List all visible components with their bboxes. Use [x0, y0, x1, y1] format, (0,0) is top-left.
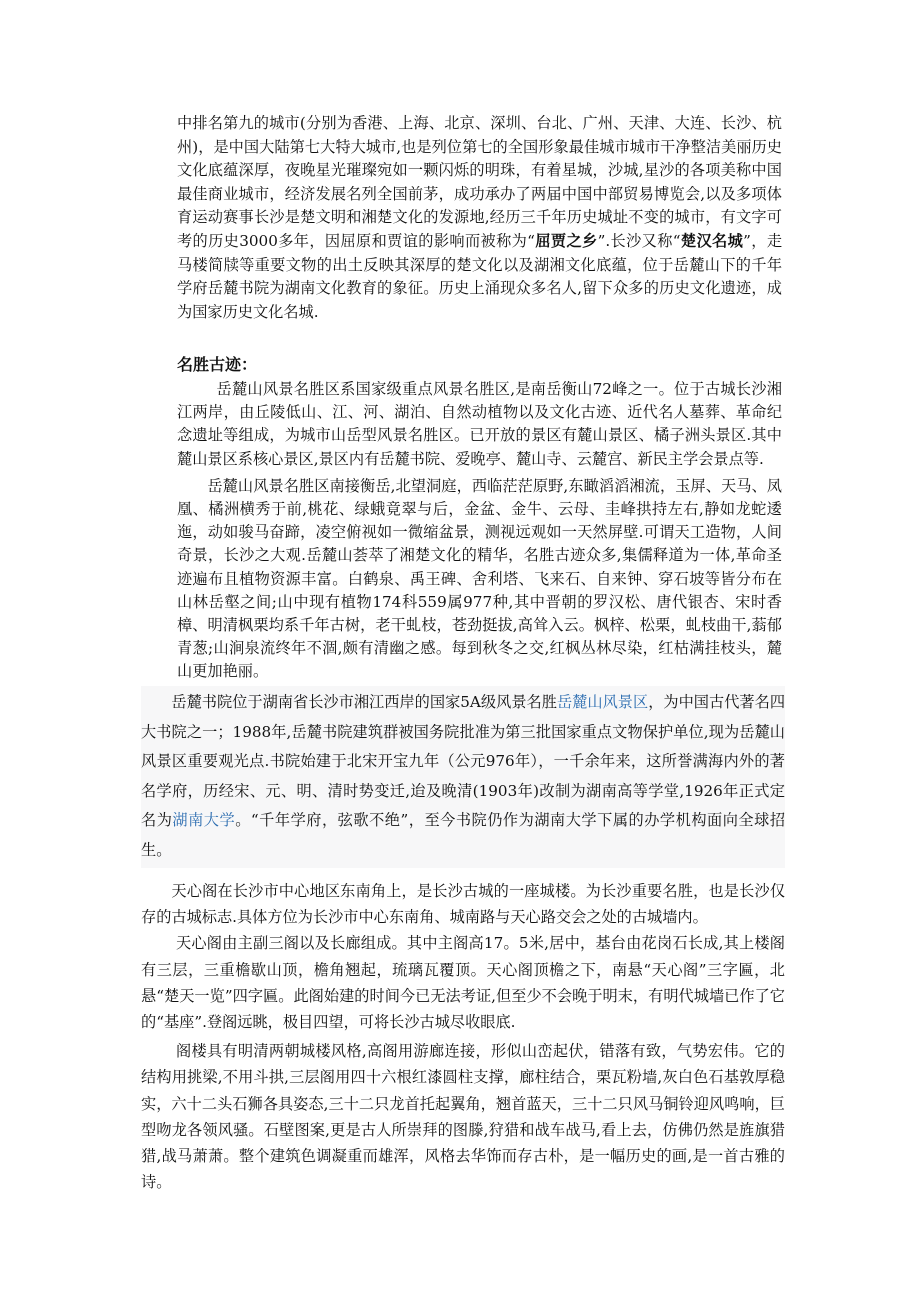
intro-text: ”.长沙又称“: [597, 231, 681, 250]
section-heading: 名胜古迹：: [177, 355, 258, 374]
bold-term-qujia: 屈贾之乡: [534, 231, 598, 250]
link-yuelu-scenic-area[interactable]: 岳麓山风景区: [556, 693, 649, 711]
intro-section: [177, 112, 782, 324]
academy-paragraph: [141, 688, 785, 866]
tianxin-section: [141, 878, 785, 1195]
yuelu-park-section: [177, 378, 782, 684]
yuelu-park-paragraph-1: 岳麓山风景名胜区系国家级重点风景名胜区,是南岳衡山72峰之一。位于古城长沙湘江两岸，由丘陵低山、江、河、湖泊、自然动植物以及文化古迹、近代名人墓葬、革命纪念遗址等组成，为城市山岳型风景名胜区。已开放的景区有麓山景区、橘子洲头景区.其中麓山景区系核心景区,景区内有岳麓书院、爱晚亭、麓山寺、云麓宫、新民主学会景点等.: [177, 380, 782, 468]
tianxin-paragraph-1: 天心阁在长沙市中心地区东南角上，是长沙古城的一座城楼。为长沙重要名胜，也是长沙仅存的古城标志.具体方位为长沙市中心东南角、城南路与天心路交会之处的古城墙内。: [141, 882, 785, 927]
academy-text: 。“千年学府，弦歌不绝”，至今书院仍作为湖南大学下属的办学机构面向全球招生。: [141, 811, 786, 859]
tianxin-paragraph-2: 天心阁由主副三阁以及长廊组成。其中主阁高17。5米,居中，基台由花岗石长成,其上楼阁有三层，三重檐歇山顶，檐角翘起，琉璃瓦覆顶。天心阁顶檐之下，南悬“天心阁”三字匾，北悬“楚天一览”四字匾。此阁始建的时间今已无法考证,但至少不会晚于明末，有明代城墙已作了它的“基座”.登阁远眺，极目四望，可将长沙古城尽收眼底.: [141, 934, 785, 1032]
bold-term-chuhan: 楚汉名城: [680, 231, 744, 250]
intro-paragraph: [177, 112, 782, 324]
academy-section: [141, 686, 785, 868]
yuelu-park-paragraph-2: 岳麓山风景名胜区南接衡岳,北望洞庭，西临茫茫原野,东瞰滔滔湘流，玉屏、天马、凤凰、橘洲横秀于前,桃花、绿蛾竟翠与后，金盆、金牛、云母、圭峰拱持左右,静如龙蛇逶迤，动如骏马奋蹄，凌空俯视如一微缩盆景，测视远观如一天然屏壁.可谓天工造物，人间奇景，长沙之大观.岳麓山荟萃了湘楚文化的精华，名胜古迹众多,集儒释道为一体,革命圣迹遍布且植物资源丰富。白鹤泉、禹王碑、舍利塔、飞来石、自来钟、穿石坡等皆分布在山林岳壑之间;山中现有植物174科559属977种,其中晋朝的罗汉松、唐代银杏、宋时香樟、明清枫栗均系千年古树，老干虬枝，苍劲挺拔,高耸入云。枫梓、松栗，虬枝曲干,蓊郁青葱;山涧泉流终年不涸,颇有清幽之感。每到秋冬之交,红枫丛林尽染，红枯满挂枝头，麓山更加艳丽。: [177, 476, 782, 681]
intro-text: ”，走马楼简牍等重要文物的出土反映其深厚的楚文化以及湖湘文化底蕴，位于岳麓山下的千年学府岳麓书院为湖南文化教育的象征。历史上涌现众多名人,留下众多的历史文化遗迹，成为国家历史文化名城.: [177, 231, 783, 321]
intro-text: 中排名第九的城市(分别为香港、上海、北京、深圳、台北、广州、天津、大连、长沙、杭州)，是中国大陆第七大特大城市,也是列位第七的全国形象最佳城市城市干净整洁美丽历史文化底蕴深厚，夜晚星光璀璨宛如一颗闪烁的明珠，有着星城，沙城,星沙的各项美称中国最佳商业城市，经济发展名列全国前茅，成功承办了两届中国中部贸易博览会,以及多项体育运动赛事长沙是楚文明和湘楚文化的发源地,经历三千年历史城址不变的城市，有文字可考的历史3000多年，因屈原和贾谊的影响而被称为“: [177, 114, 782, 250]
link-hunan-university[interactable]: 湖南大学: [172, 811, 236, 830]
academy-text: ，为中国古代著名四大书院之一；1988年,岳麓书院建筑群被国务院批准为第三批国家重点文物保护单位,现为岳麓山风景区重要观光点.书院始建于北宋开宝九年（公元976年），一千余年来，这所誉满海内外的著名学府，历经宋、元、明、清时势变迁,迨及晚清(1903年)改制为湖南高等学堂,1926年正式定名为: [141, 693, 786, 830]
tianxin-paragraph-3: 阁楼具有明清两朝城楼风格,高阁用游廊连接，形似山峦起伏，错落有致，气势宏伟。它的结构用挑梁,不用斗拱,三层阁用四十六根红漆圆柱支撑，廊柱结合，栗瓦粉墙,灰白色石基敦厚稳实，六十二头石狮各具姿态,三十二只龙首托起翼角，翘首蓝天，三十二只风马铜铃迎风鸣响，巨型吻龙各领风骚。石壁图案,更是古人所崇拜的图滕,狩猎和战车战马,看上去，仿佛仍然是旌旗猎猎,战马萧萧。整个建筑色调凝重而雄浑，风格去华饰而存古朴，是一幅历史的画,是一首古雅的诗。: [141, 1042, 785, 1192]
academy-text: 岳麓书院位于湖南省长沙市湘江西岸的国家5A级风景名胜: [171, 693, 557, 711]
